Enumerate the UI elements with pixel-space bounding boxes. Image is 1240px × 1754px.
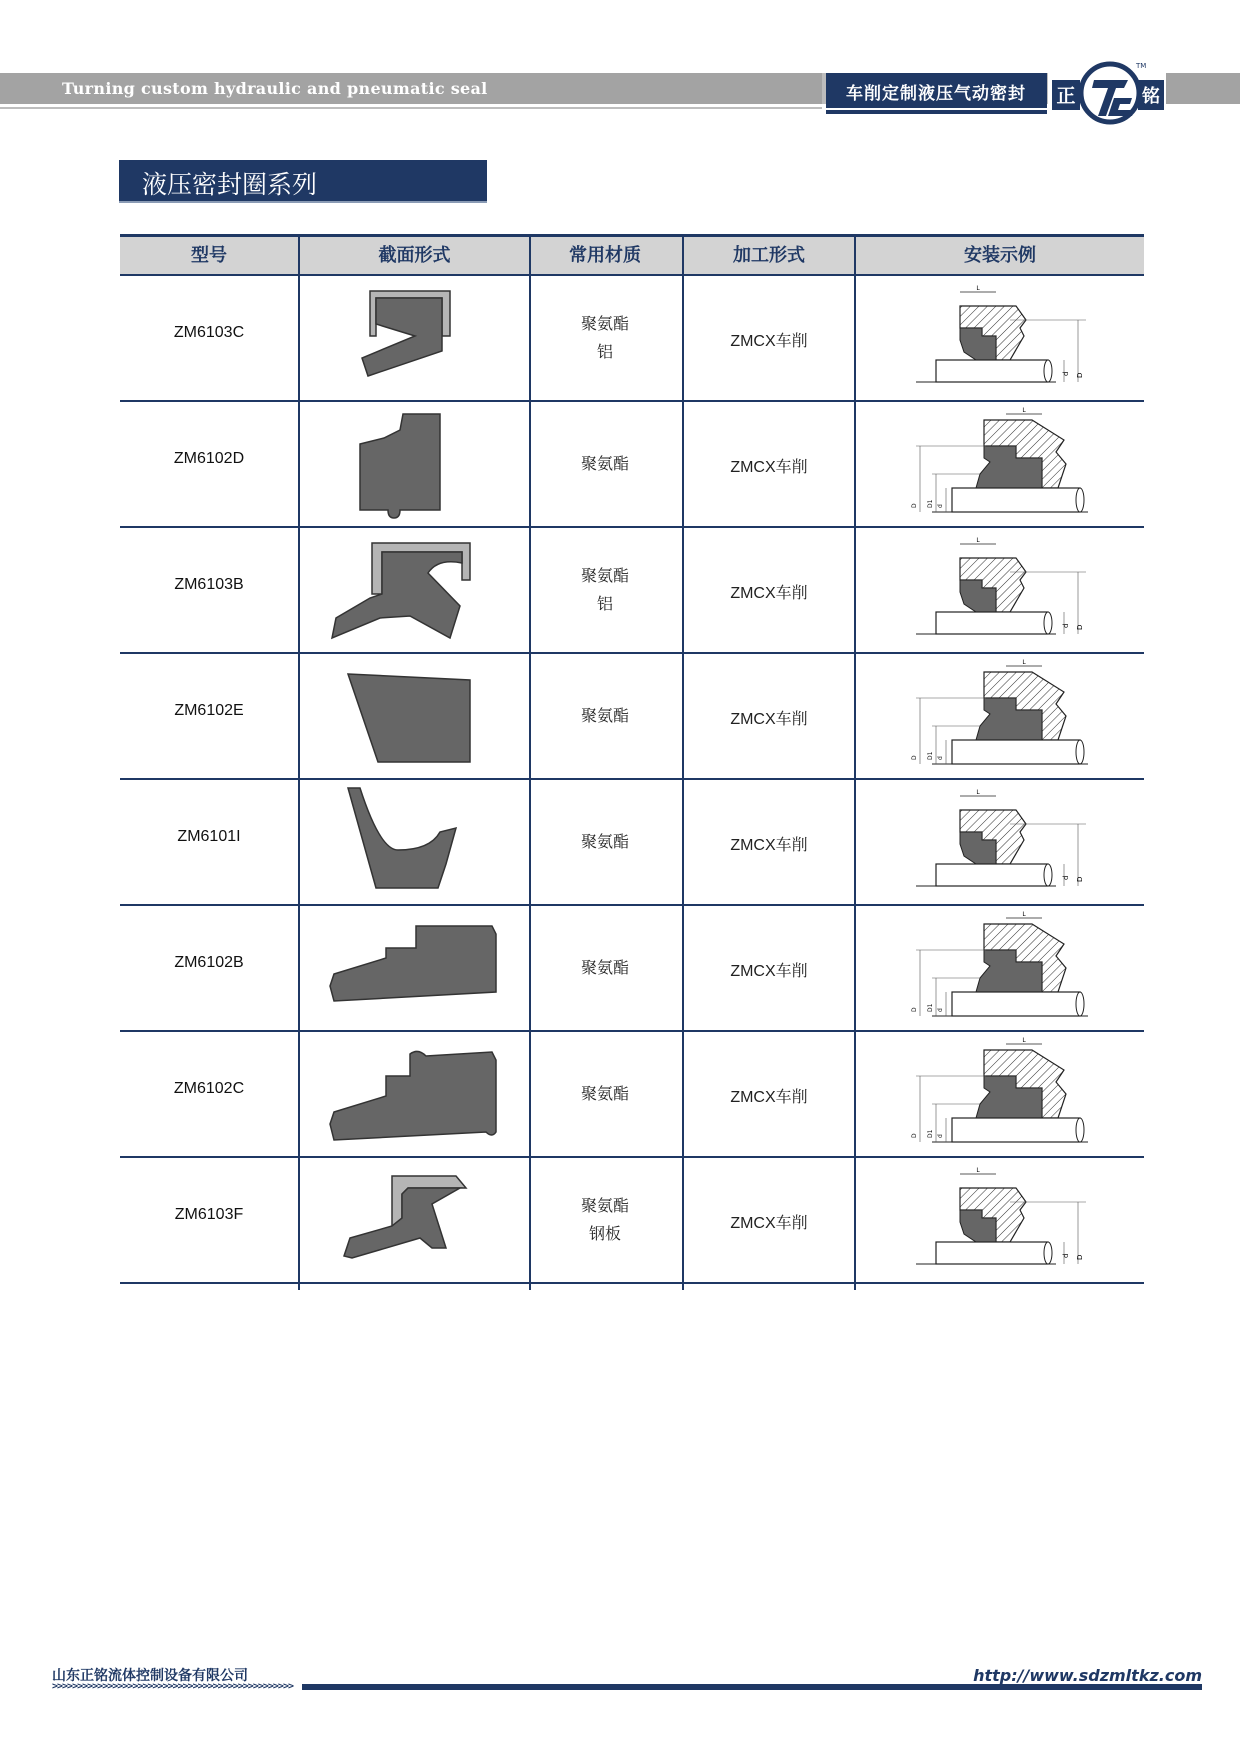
- logo-right-char: 铭: [1142, 86, 1160, 107]
- process-type: ZMCX车削: [730, 459, 808, 476]
- svg-text:L: L: [1022, 911, 1026, 918]
- header-installation: 安装示例: [964, 245, 1036, 266]
- table-row: [120, 276, 1144, 402]
- cross-section-zm6102b: [300, 906, 529, 1030]
- material-line: 聚氨酯: [580, 566, 629, 585]
- table-row: [120, 654, 1144, 780]
- installation-diagram-zm6103b: [856, 528, 1144, 652]
- svg-text:d: d: [1062, 1253, 1070, 1258]
- model-number: ZM6102B: [174, 954, 244, 971]
- svg-text:L: L: [1022, 407, 1026, 414]
- header-chinese-bar: [826, 73, 1047, 108]
- material-cell: [529, 450, 681, 478]
- material-line: 聚氨酯: [580, 454, 629, 473]
- installation-diagram-zm6102d: [856, 402, 1144, 526]
- header-chinese-title: 车削定制液压气动密封: [846, 84, 1026, 104]
- installation-diagram-zm6103f: [856, 1158, 1144, 1282]
- header-model: 型号: [191, 245, 227, 266]
- header-underline: [826, 110, 1047, 114]
- table-row: [120, 402, 1144, 528]
- material-line: 铝: [596, 594, 613, 613]
- model-number: ZM6102E: [174, 702, 244, 719]
- svg-text:d: d: [937, 1008, 944, 1012]
- header-english-bar: [0, 73, 822, 104]
- svg-text:L: L: [976, 285, 980, 292]
- model-number: ZM6101I: [177, 828, 241, 845]
- svg-text:d: d: [937, 756, 944, 760]
- svg-text:D1: D1: [927, 751, 934, 760]
- logo-tm: TM: [1136, 62, 1147, 70]
- svg-text:D: D: [911, 755, 918, 760]
- installation-diagram-zm6103c: [856, 276, 1144, 400]
- model-number: ZM6102C: [173, 1080, 245, 1097]
- table-row: [120, 906, 1144, 1032]
- cross-section-zm6103b: [300, 528, 529, 652]
- svg-text:D: D: [911, 1007, 918, 1012]
- cross-section-zm6102d: [300, 402, 529, 526]
- svg-text:D1: D1: [927, 1129, 934, 1138]
- header-right-bar: [1165, 73, 1240, 104]
- svg-text:d: d: [937, 1134, 944, 1138]
- svg-text:D: D: [1076, 624, 1084, 630]
- svg-text:D: D: [911, 1133, 918, 1138]
- svg-text:D: D: [1076, 1254, 1084, 1260]
- material-cell: [529, 828, 681, 856]
- model-number: ZM6103F: [174, 1206, 244, 1223]
- svg-text:L: L: [1022, 659, 1026, 666]
- material-line: 聚氨酯: [580, 706, 629, 725]
- table-row: [120, 780, 1144, 906]
- svg-text:L: L: [976, 1167, 980, 1174]
- installation-diagram-zm6102c: [856, 1032, 1144, 1156]
- cross-section-zm6101i: [300, 780, 529, 904]
- column-divider: [682, 234, 684, 1290]
- material-line: 钢板: [588, 1224, 621, 1243]
- header-english-title: Turning custom hydraulic and pneumatic seal: [62, 79, 488, 98]
- process-type: ZMCX车削: [730, 585, 808, 602]
- svg-text:d: d: [1062, 623, 1070, 628]
- svg-text:d: d: [937, 504, 944, 508]
- logo-left-char: 正: [1056, 85, 1076, 107]
- material-line: 聚氨酯: [580, 832, 629, 851]
- header-material: 常用材质: [569, 245, 641, 266]
- material-cell: [529, 310, 681, 366]
- model-number: ZM6102D: [173, 450, 245, 467]
- footer-url[interactable]: http://www.sdzmltkz.com: [973, 1666, 1202, 1685]
- section-title-bar: [119, 160, 487, 201]
- process-type: ZMCX车削: [730, 963, 808, 980]
- cross-section-zm6103f: [300, 1158, 529, 1282]
- footer-company: 山东正铭流体控制设备有限公司: [52, 1668, 248, 1684]
- material-cell: [529, 954, 681, 982]
- material-cell: [529, 1192, 681, 1248]
- material-line: 聚氨酯: [580, 314, 629, 333]
- material-cell: [529, 562, 681, 618]
- svg-text:D1: D1: [927, 499, 934, 508]
- installation-diagram-zm6102e: [856, 654, 1144, 778]
- process-type: ZMCX车削: [730, 1089, 808, 1106]
- material-line: 聚氨酯: [580, 958, 629, 977]
- installation-diagram-zm6102b: [856, 906, 1144, 1030]
- material-cell: [529, 702, 681, 730]
- model-number: ZM6103B: [174, 576, 244, 593]
- material-line: 聚氨酯: [580, 1084, 629, 1103]
- svg-text:D: D: [1076, 876, 1084, 882]
- svg-text:D: D: [911, 503, 918, 508]
- process-type: ZMCX车削: [730, 837, 808, 854]
- footer-arrow-strip: >>>>>>>>>>>>>>>>>>>>>>>>>>>>>>>>>>>>>>>>>>>>>>>>: [52, 1681, 293, 1692]
- svg-text:D1: D1: [927, 1003, 934, 1012]
- svg-text:L: L: [976, 789, 980, 796]
- model-number: ZM6103C: [173, 324, 245, 341]
- svg-text:L: L: [1022, 1037, 1026, 1044]
- svg-text:d: d: [1062, 371, 1070, 376]
- process-type: ZMCX车削: [730, 333, 808, 350]
- cross-section-zm6103c: [300, 276, 529, 400]
- cross-section-zm6102c: [300, 1032, 529, 1156]
- column-divider: [298, 234, 300, 1290]
- table-header: [120, 234, 1144, 276]
- column-divider: [854, 234, 856, 1290]
- process-type: ZMCX车削: [730, 1215, 808, 1232]
- table-row: [120, 528, 1144, 654]
- header-underline-left: [0, 107, 822, 109]
- table-row: [120, 1032, 1144, 1158]
- company-logo: [1048, 58, 1166, 128]
- header-cross-section: 截面形式: [378, 245, 451, 266]
- material-line: 聚氨酯: [580, 1196, 629, 1215]
- svg-text:L: L: [976, 537, 980, 544]
- installation-diagram-zm6101i: [856, 780, 1144, 904]
- process-type: ZMCX车削: [730, 711, 808, 728]
- material-line: 铝: [596, 342, 613, 361]
- column-divider: [529, 234, 531, 1290]
- material-cell: [529, 1080, 681, 1108]
- table-row: [120, 1158, 1144, 1284]
- section-title: 液压密封圈系列: [142, 170, 318, 199]
- cross-section-zm6102e: [300, 654, 529, 778]
- svg-text:d: d: [1062, 875, 1070, 880]
- header-process: 加工形式: [733, 245, 805, 266]
- svg-text:D: D: [1076, 372, 1084, 378]
